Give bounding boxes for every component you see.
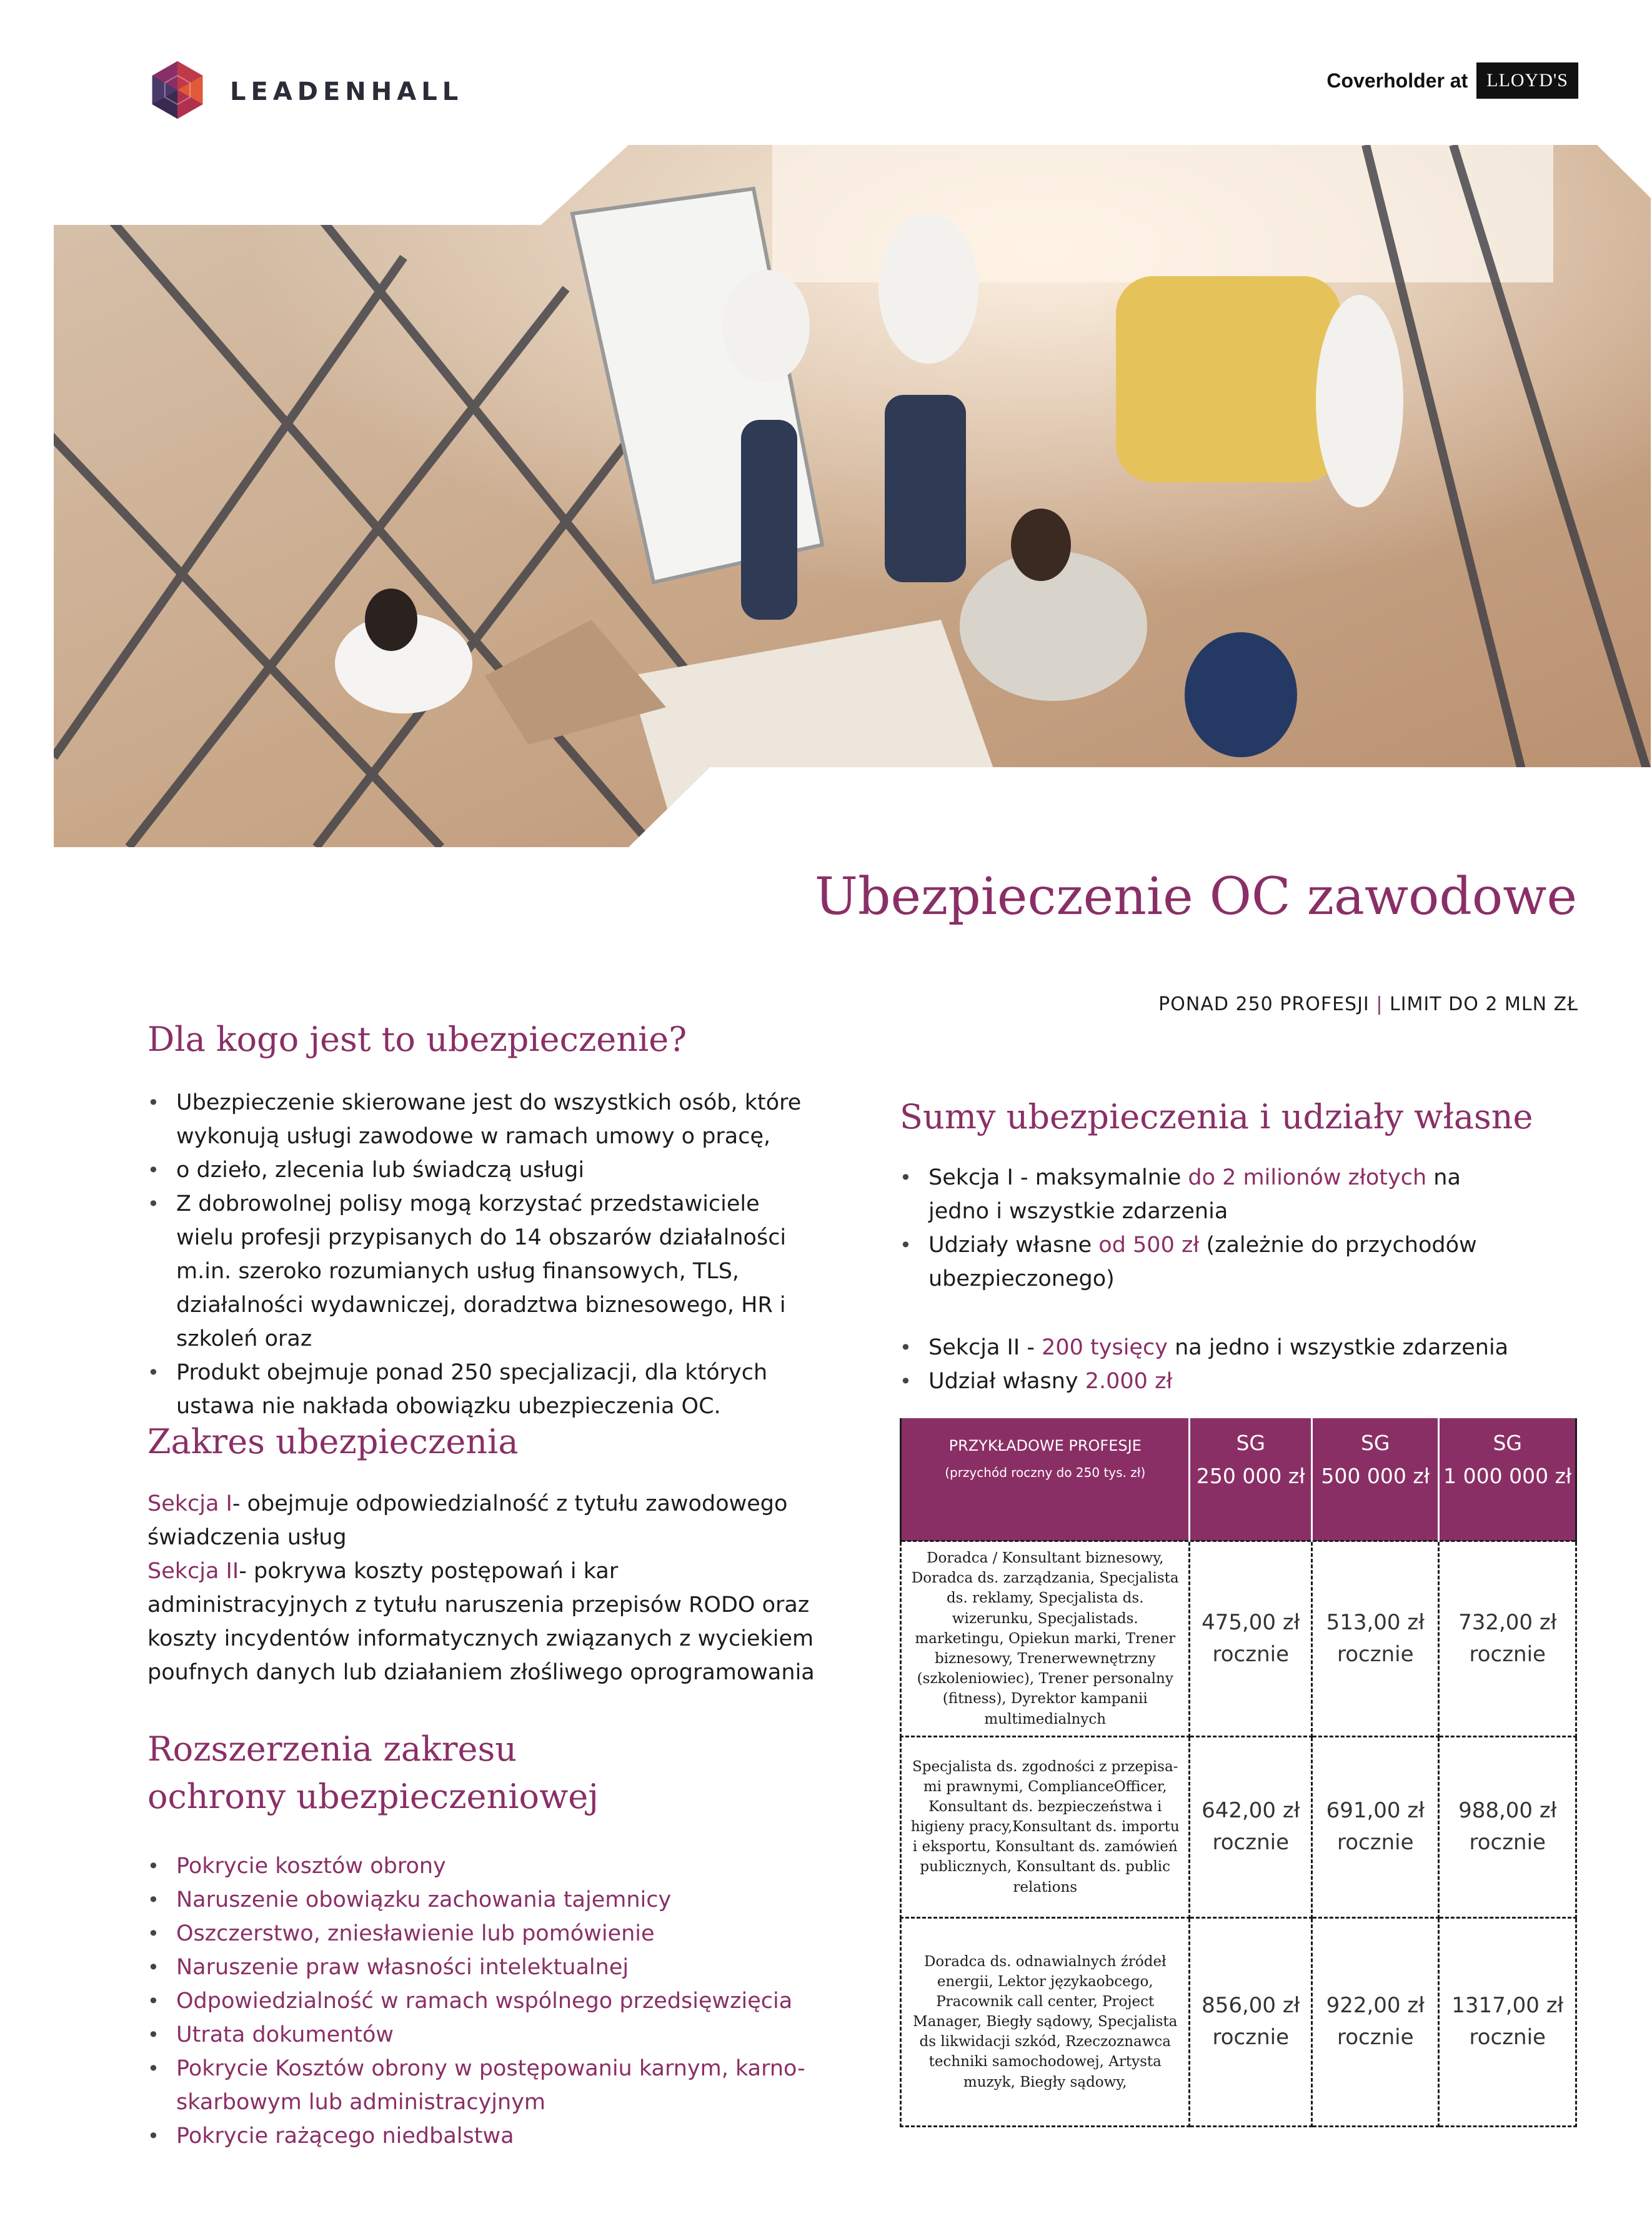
section-1-label: Sekcja I [147, 1491, 232, 1516]
header-professions-sub: (przychód roczny do 250 tys. zł) [945, 1464, 1146, 1480]
price-amount: 513,00 zł [1326, 1609, 1425, 1635]
price-period: rocznie [1469, 1641, 1546, 1667]
extensions-heading-line1: Rozszerzenia zakresu [147, 1729, 517, 1769]
price-period: rocznie [1212, 2025, 1289, 2050]
section-2-label: Sekcja II [147, 1559, 239, 1584]
price-period: rocznie [1337, 2025, 1414, 2050]
tagline-professions: PONAD 250 PROFESJI [1158, 993, 1370, 1015]
table-cell-price [1439, 1917, 1576, 2126]
header-sg-label: SG [1236, 1431, 1266, 1455]
sums-highlight: 2.000 zł [1085, 1369, 1173, 1394]
coverholder-label: Coverholder at [1326, 69, 1468, 92]
list-item [900, 1331, 1525, 1364]
extensions-heading-line2: ochrony ubezpieczeniowej [147, 1776, 599, 1816]
header-sg-amount: 500 000 zł [1321, 1463, 1430, 1488]
header-sg-amount: 250 000 zł [1196, 1463, 1305, 1488]
header-sg-1m [1439, 1418, 1576, 1541]
price-amount: 856,00 zł [1202, 1993, 1300, 2019]
price-amount: 691,00 zł [1326, 1798, 1425, 1824]
price-period: rocznie [1469, 2025, 1546, 2050]
list-item: • Naruszenie obowiązku zachowania tajemnicy [147, 1883, 822, 1917]
header-sg-label: SG [1493, 1431, 1522, 1455]
section-1-text: - obejmuje odpowiedzialność z tytułu zawodowego świadczenia usług [147, 1491, 788, 1550]
sums-text: na jedno i wszystkie zdarzenia [928, 1165, 1461, 1224]
price-amount: 988,00 zł [1458, 1798, 1557, 1824]
table-cell-price [1312, 1736, 1439, 1917]
table-cell-price [1312, 1541, 1439, 1737]
sums-highlight: do 2 milionów złotych [1188, 1165, 1427, 1190]
lloyds-logo: LLOYD'S [1476, 62, 1578, 99]
hero-office-photo [54, 145, 1651, 847]
list-item: • Odpowiedzialność w ramach wspólnego przedsięwzięcia [147, 1984, 822, 2018]
table-cell-price [1190, 1541, 1312, 1737]
extensions-heading [147, 1726, 599, 1820]
header-sg-500k [1312, 1418, 1439, 1541]
price-amount: 475,00 zł [1202, 1609, 1300, 1635]
who-list [147, 1086, 822, 1423]
sums-heading: Sumy ubezpieczenia i udziały własne [900, 1097, 1533, 1136]
table-row [901, 1736, 1576, 1917]
price-amount: 732,00 zł [1458, 1609, 1557, 1635]
table-row [901, 1917, 1576, 2126]
table-row [901, 1541, 1576, 1737]
coverholder-badge [1326, 59, 1578, 102]
list-item: • Ubezpieczenie skierowane jest do wszystkich osób, które wykonują usługi zawodowe w ramach umowy o pracę, [147, 1086, 822, 1153]
list-item [900, 1364, 1525, 1398]
sums-text: (zależnie do przychodów ubezpieczonego) [928, 1233, 1477, 1291]
sums-text: Sekcja I - maksymalnie [928, 1165, 1182, 1190]
table-cell-professions: Doradca / Konsultant biznesowy, Doradca ds. zarządzania, Specjalista ds. reklamy, Specjalista ds. wizerunku, Specjalistads. marketingu, Opiekun marki, Trener biznesowy, Trenerwewnętrzny (szkoleniowiec), Trener personalny (fitness), Dyrektor kampanii multimedialnych [901, 1541, 1190, 1737]
list-item: • o dzieło, zlecenia lub świadczą usługi [147, 1153, 822, 1187]
scope-section-2 [147, 1554, 822, 1689]
pricing-table [900, 1418, 1577, 2127]
table-cell-price [1190, 1917, 1312, 2126]
sums-highlight: od 500 zł [1098, 1233, 1200, 1258]
header-sg-label: SG [1360, 1431, 1390, 1455]
leadenhall-logo-icon [147, 60, 207, 120]
scope-section-1 [147, 1487, 822, 1554]
header-professions [901, 1418, 1190, 1541]
tagline [1158, 993, 1578, 1015]
sums-text: Udział własny [928, 1369, 1078, 1394]
tagline-separator: | [1376, 993, 1383, 1015]
sums-text: Udziały własne [928, 1233, 1092, 1258]
list-item [900, 1228, 1525, 1296]
list-item: • Pokrycie kosztów obrony [147, 1849, 822, 1883]
price-period: rocznie [1337, 1641, 1414, 1667]
header-professions-label: PRZYKŁADOWE PROFESJE [948, 1437, 1142, 1454]
header-sg-amount: 1 000 000 zł [1443, 1463, 1572, 1488]
sums-text: na jedno i wszystkie zdarzenia [1175, 1335, 1509, 1360]
table-cell-professions: Doradca ds. odnawialnych źródeł energii, Lektor językaobcego, Pracownik call center, Project Manager, Biegły sądowy, Specjalista ds likwidacji szkód, Rzeczoznawca techniki samochodowej, Artysta muzyk, Biegły sądowy, [901, 1917, 1190, 2126]
price-period: rocznie [1212, 1830, 1289, 1856]
section-2-text: - pokrywa koszty postępowań i kar administracyjnych z tytułu naruszenia przepisów RODO oraz koszty incydentów informatycznych związanych z wyciekiem poufnych danych lub działaniem złośliwego oprogramowania [147, 1559, 815, 1685]
list-item: • Z dobrowolnej polisy mogą korzystać przedstawiciele wielu profesji przypisanych do 14 obszarów działalności m.in. szeroko rozumianych usług finansowych, TLS, działalności wydawniczej, doradztwa biznesowego, HR i szkoleń oraz [147, 1187, 822, 1356]
price-period: rocznie [1337, 1830, 1414, 1856]
sums-highlight: 200 tysięcy [1042, 1335, 1168, 1360]
list-item: • Produkt obejmuje ponad 250 specjalizacji, dla których ustawa nie nakłada obowiązku ubezpieczenia OC. [147, 1356, 822, 1423]
who-heading: Dla kogo jest to ubezpieczenie? [147, 1020, 687, 1059]
price-amount: 1317,00 zł [1451, 1993, 1564, 2019]
brand-name: LEADENHALL [230, 77, 464, 106]
table-header-row [901, 1418, 1576, 1541]
table-cell-price [1439, 1541, 1576, 1737]
price-period: rocznie [1469, 1830, 1546, 1856]
page-title: Ubezpieczenie OC zawodowe [814, 867, 1577, 927]
scope-heading: Zakres ubezpieczenia [147, 1422, 519, 1461]
tagline-limit: LIMIT DO 2 MLN ZŁ [1389, 993, 1578, 1015]
list-item: • Oszczerstwo, zniesławienie lub pomówienie [147, 1917, 822, 1950]
list-item: • Pokrycie rażącego niedbalstwa [147, 2119, 822, 2153]
price-amount: 922,00 zł [1326, 1993, 1425, 2019]
extensions-list [147, 1849, 822, 2153]
table-cell-price [1439, 1736, 1576, 1917]
table-cell-price [1312, 1917, 1439, 2126]
price-amount: 642,00 zł [1202, 1798, 1300, 1824]
sums-list-1 [900, 1161, 1525, 1296]
table-cell-professions: Specjalista ds. zgodności z przepisa-mi prawnymi, ComplianceOfficer, Konsultant ds. bezpieczeństwa i higieny pracy,Konsultant ds. importu i eksportu, Konsultant ds. zamówień publicznych, Konsultant ds. public relations [901, 1736, 1190, 1917]
sums-list-2 [900, 1331, 1525, 1398]
header-sg-250k [1190, 1418, 1312, 1541]
price-period: rocznie [1212, 1641, 1289, 1667]
table-cell-price [1190, 1736, 1312, 1917]
list-item: • Naruszenie praw własności intelektualnej [147, 1950, 822, 1984]
list-item [900, 1161, 1525, 1228]
list-item: • Utrata dokumentów [147, 2018, 822, 2052]
sums-text: Sekcja II - [928, 1335, 1035, 1360]
list-item: • Pokrycie Kosztów obrony w postępowaniu karnym, karno-skarbowym lub administracyjnym [147, 2052, 822, 2119]
